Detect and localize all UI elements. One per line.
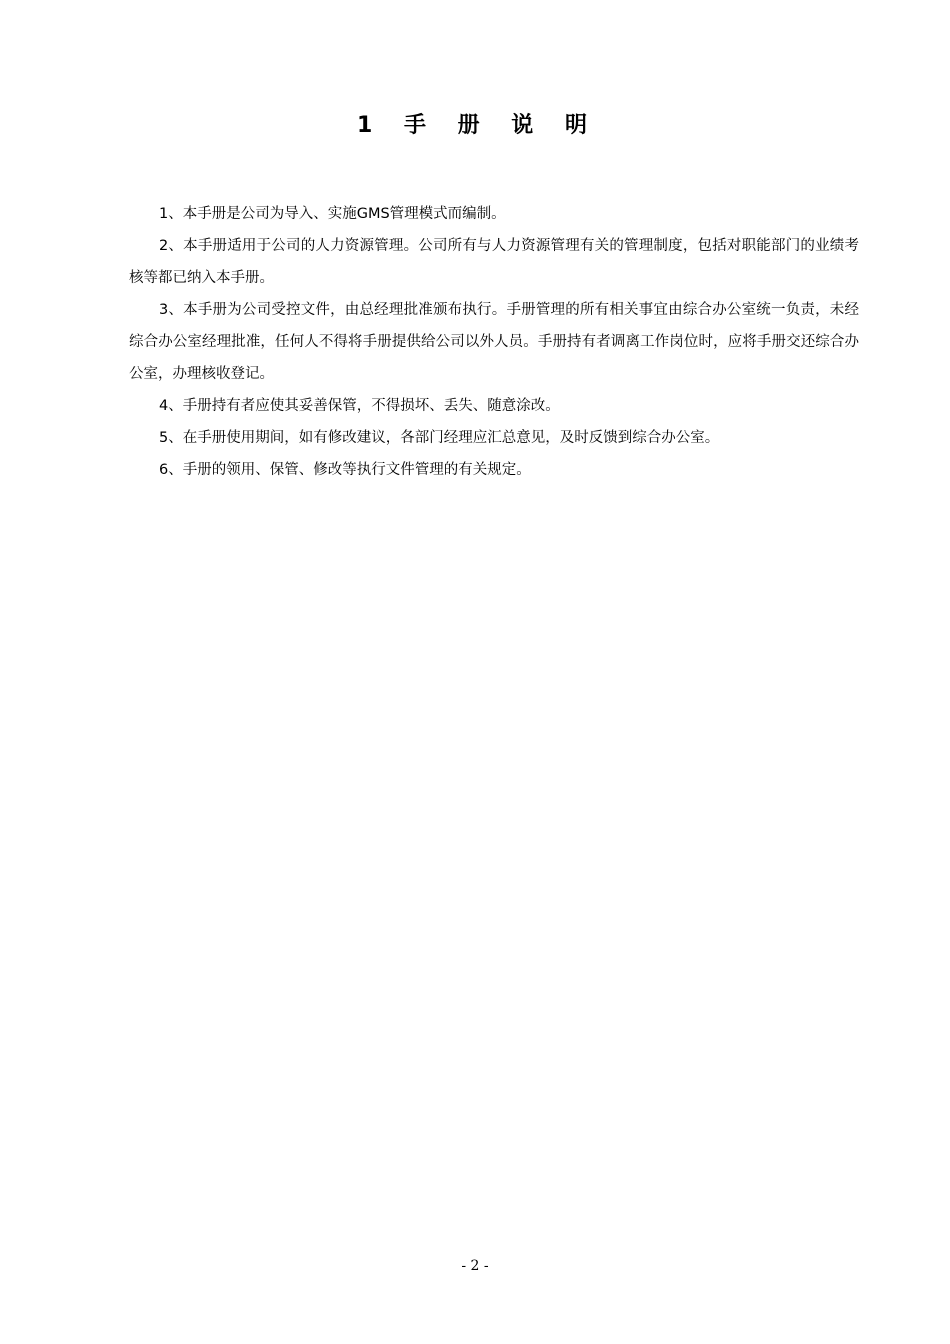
paragraph-4: 4、手册持有者应使其妥善保管，不得损坏、丢失、随意涂改。	[159, 398, 560, 414]
paragraph-1: 1、本手册是公司为导入、实施GMS管理模式而编制。	[159, 206, 506, 222]
page-number: - 2 -	[461, 1258, 489, 1274]
paragraph-2: 2、本手册适用于公司的人力资源管理。公司所有与人力资源管理有关的管理制度，包括对职能部门的业绩考核等都已纳入本手册。	[129, 238, 859, 286]
page-title: 1 手 册 说 明	[357, 113, 599, 138]
paragraph-5: 5、在手册使用期间，如有修改建议，各部门经理应汇总意见，及时反馈到综合办公室。	[159, 430, 720, 446]
paragraph-3: 3、本手册为公司受控文件，由总经理批准颁布执行。手册管理的所有相关事宜由综合办公室统一负责，未经综合办公室经理批准，任何人不得将手册提供给公司以外人员。手册持有者调离工作岗位时，应将手册交还综合办公室，办理核收登记。	[129, 302, 859, 382]
document-body	[129, 198, 859, 486]
paragraph-6: 6、手册的领用、保管、修改等执行文件管理的有关规定。	[159, 462, 531, 478]
